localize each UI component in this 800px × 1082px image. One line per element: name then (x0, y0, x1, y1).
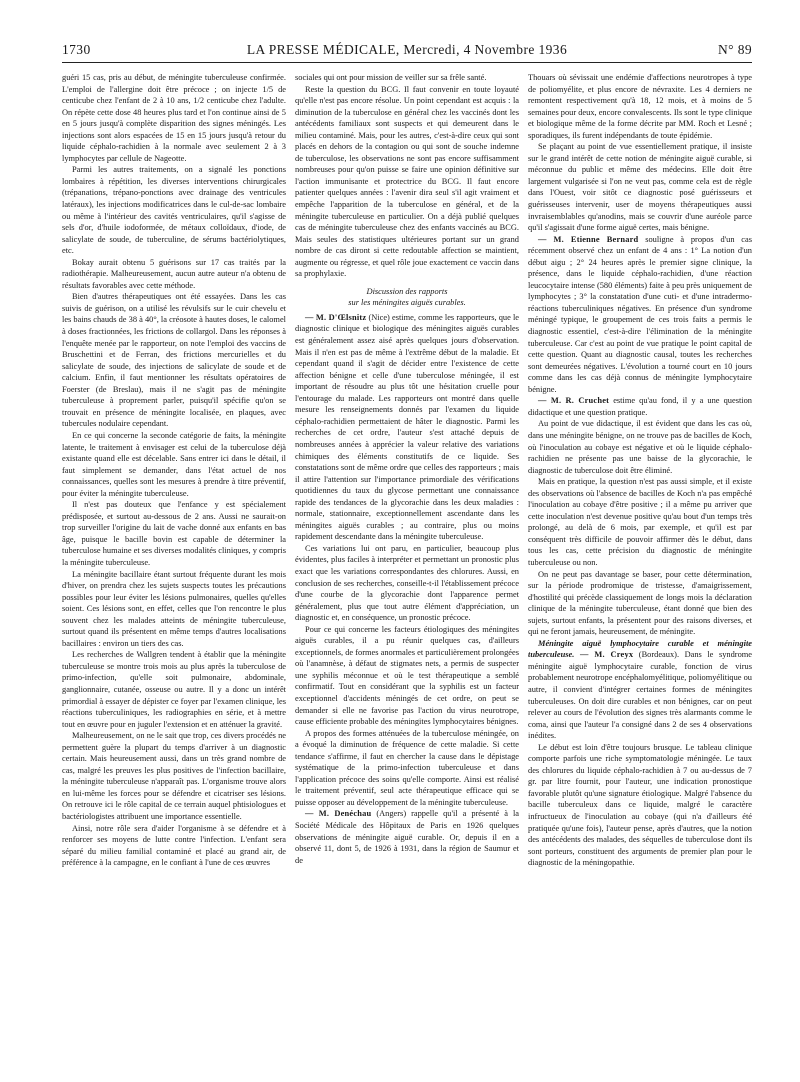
paragraph: Bokay aurait obtenu 5 guérisons sur 17 cas traités par la radiothérapie. Malheureusement, aucun autre auteur n'a obtenu de résultats favorables avec cette méthode. (62, 257, 286, 290)
speaker-name: — M. Denéchau (305, 809, 372, 819)
communication-title: Méningite aiguë lymphocytaire curable et méningite tuberculeuse. (528, 638, 752, 660)
paragraph: A propos des formes atténuées de la tuberculose méningée, on a évoqué la diminution de fréquence de cette maladie. Si cette tendance s'affirme, il faut en chercher la cause dans le dépistage systématique de la primo-infection tuberculeuse et dans l'application précoce des soins qu'elle comporte. Ainsi est réalisé le traitement préventif, seul acte thérapeutique efficace qui se puisse opposer au développement de la méningite tuberculeuse. (295, 728, 519, 807)
paragraph: Il n'est pas douteux que l'enfance y est spécialement prédisposée, et surtout au-dessous de 2 ans. Aussi ne saurait-on trop surveiller l'origine du lait de vache donné aux enfants en bas âge, puisque le bacille bovin est capable de déterminer la tuberculose humaine et ses diverses modalités cliniques, y compris la méningite tuberculeuse. (62, 500, 286, 567)
section-heading (295, 286, 519, 309)
paragraph: Se plaçant au point de vue essentiellement pratique, il insiste sur le grand intérêt de cette notion de méningite aiguë curable, si méconnue du public et même des médecins. Elle doit être largement vulgarisée si l'on ne veut pas, comme cela est de règle dans l'Ouest, voir sitôt ce diagnostic posé guérisseurs et guérisseuses intervenir, user de moyens thérapeutiques aussi invraisemblables qu'anodins, mais se couvrir d'une auréole parce qu'il s'agissait d'une forme aiguë certes, mais bénigne. (528, 142, 752, 233)
speaker-name: — M. Etienne Bernard (538, 234, 639, 244)
paragraph: guéri 15 cas, pris au début, de méningite tuberculeuse confirmée. L'emploi de l'allergine doit être précoce ; on injecte 1/5 de centicube chez l'enfant de 2 à 10 ans, 1/2 centicube chez l'adulte. On répète cette dose 48 heures plus tard et l'on continue ainsi de 5 en 5 jours jusqu'à complète disparition des signes méningés. Les injections sont alors espacées de 15 en 15 jours jusqu'à retour du liquide céphalo-rachidien à la normale avec seulement 2 à 3 lymphocytes par cellule de Nageotte. (62, 73, 286, 163)
paragraph: Ces variations lui ont paru, en particulier, beaucoup plus évidentes, plus faciles à interpréter et permettant un pronostic plus exact que les variations correspondantes des chlorures. Aussi, en conclusion de ses recherches, conseille-t-il l'établissement précoce d'une courbe de la glycorachie dont l'apparence permet généralement, plus que tout autre élément d'appréciation, un diagnostic et, en conséquence, un pronostic précoce. (295, 543, 519, 623)
paragraph (295, 808, 519, 866)
issue-number: N° 89 (717, 42, 752, 57)
paragraph: Thouars où sévissait une endémie d'affections neurotropes à type de poliomyélite, et plus encore de névraxite. Les 4 derniers ne remontent respectivement qu'à 18, 12 mois, et à moins de 5 semaines pour deux, encore convalescents. Ils sont le type clinique et biologique même de la forme décrite par MM. Roch et Lesné ; sporadiques, ils furent indépendants de toute épidémie. (528, 73, 752, 140)
paragraph: Le début est loin d'être toujours brusque. Le tableau clinique comporte parfois une riche symptomatologie méningée. Le taux des chlorures du liquide céphalo-rachidien à 7 ou au-dessus de 7 gr. par litre fournit, pour l'auteur, une indication pronostique favorable plutôt qu'une signature étiologique. Malgré l'absence du bacille tuberculeux dans ce liquide, malgré le caractère infructueux de l'inoculation au cobaye (qui n'a d'ailleurs été pratiquée qu'une fois), l'auteur pense, après d'autres, que la notion des antécédents des malades, des séquelles de tuberculose dont ils sont porteurs, constituent des arguments de premier plan pour le diagnostic de la méningopathie. (528, 742, 752, 868)
paragraph-text: estime qu'au fond, il y a une question didactique et une question pratique. (528, 396, 752, 417)
paragraph: La méningite bacillaire étant surtout fréquente durant les mois d'hiver, on prendra chez les sujets suspects toutes les précautions possibles pour leur éviter les lésions pulmonaires, quelles qu'elles soient. Ces lésions sont, en effet, celles que l'on rencontre le plus souvent chez les malades atteints de méningite tuberculeuse, surtout quand ils présentent en même temps d'autres localisations bacillaires : environ un tiers des cas. (62, 569, 286, 648)
paragraph: Ainsi, notre rôle sera d'aider l'organisme à se défendre et à renforcer ses moyens de lutte contre l'infection. L'enfant sera séparé du milieu familial contaminé et placé au grand air, de préférence à la campagne, en le confiant à l'une de ces œuvres (62, 823, 286, 868)
section-heading-line: sur les méningites aiguës curables. (348, 298, 466, 308)
paragraph (528, 234, 752, 396)
paragraph: Reste la question du BCG. Il faut convenir en toute loyauté qu'elle n'est pas encore résolue. Un point cependant est acquis : la diminution de la tuberculose en général chez les vaccinés dont les antécédents familiaux sont suspects et qui demeurent dans le milieu contaminé. Mais, pour les autres, c'est-à-dire ceux qui sont placés en dehors de la contagion ou qui sont de souche indemne de tuberculose, les observations ne sont pas encore suffisamment nombreuses pour qu'on puisse se faire une opinion définitive sur l'action immunisante et protectrice du BCG. Il faut encore patienter quelques années : l'avenir dira seul s'il agit vraiment et empêche l'apparition de la tuberculose en général, et de la méningite tuberculeuse en particulier. On a déjà publié quelques cas de méningite tuberculeuse chez des enfants vaccinés au BCG. Mais seules des statistiques ultérieures portant sur un grand nombre de cas diront si cette redoutable affection se maintient, augmente ou régresse, et quel rôle joue exactement ce vaccin dans sa prophylaxie. (295, 84, 519, 279)
column-2 (295, 72, 519, 1068)
paragraph-text: (Angers) rappelle qu'il a présenté à la Société Médicale des Hôpitaux de Paris en 1926 quelques observations de méningite aiguë curable. Or, depuis il en a observé 11, dont 5, de 1926 à 1931, dans la région de Saumur et de (295, 809, 519, 865)
column-3 (528, 72, 752, 1068)
section-heading-line: Discussion des rapports (366, 286, 448, 296)
paragraph: sociales qui ont pour mission de veiller sur sa frêle santé. (295, 73, 487, 82)
paragraph: En ce qui concerne la seconde catégorie de faits, la méningite latente, le traitement à envisager est celui de la tuberculose déjà existante quand elle est décelable. Sans entrer ici dans le détail, il faut simplement se demander, dans l'état actuel de nos connaissances, quelles sont les mesures à prendre à titre préventif, pour éviter la méningite tuberculeuse. (62, 430, 286, 498)
paragraph-text: souligne à propos d'un cas récemment observé chez un enfant de 4 ans : 1° La notion d'un début aigu ; 2° 24 heures après le premier signe clinique, la présence, dans le liquide céphalo-rachidien, d'une réaction leucocytaire intense (580 éléments) faite à peu près uniquement de lymphocytes ; 3° la constatation d'une cuti- et d'une intradermo-réactions tuberculiniques négatives. En présence d'un syndrome méningé typique, le groupement de ces trois faits a permis le diagnostic essentiel, c'est-à-dire l'élimination de la méningite tuberculeuse. Car c'est au point de vue pratique le point capital de cette question. Quant au diagnostic causal, toutes les recherches sont demeurées négatives. L'évolution a tourné court en 10 jours comme dans les cas déjà connus de méningite lymphocytaire bénigne. (528, 234, 752, 394)
column-1 (62, 72, 286, 1068)
text-columns (62, 72, 752, 1068)
paragraph: Les recherches de Wallgren tendent à établir que la méningite tuberculeuse se montre trois mois au plus après la tuberculose de primo-infection, qu'elle soit pulmonaire, abdominale, ganglionnaire, cutanée, osseuse ou autre. Il y a donc un intérêt primordial à essayer de dépister ce foyer par l'examen clinique, les réactions tuberculiniques, les radiographies en série, et à mettre tout en œuvre pour en juguler l'extension et en atténuer la gravité. (62, 650, 286, 729)
paragraph: Au point de vue didactique, il est évident que dans les cas où, dans une méningite bénigne, on ne trouve pas de bacilles de Koch, où l'inoculation au cobaye est négative et où le liquide céphalo-rachidien ne présente pas une baisse de la glycorachie, le diagnostic de tuberculose doit être éliminé. (528, 419, 752, 475)
speaker-name: — M. Creyx (574, 650, 634, 660)
page-number: 1730 (62, 42, 91, 57)
paragraph: Malheureusement, on ne le sait que trop, ces divers procédés ne permettent guère la plupart du temps d'arriver à un diagnostic certain. Mais heureusement aussi, dans un très grand nombre de cas, malgré les preuves les plus positives de l'infection bacillaire, la méningite tuberculeuse n'apparaît pas. L'organisme trouve alors en lui-même les forces pour se défendre et cicatriser ses lésions. On retrouve ici le rôle capital de ce terrain auquel phtisiologues et bactériologistes attribuent une importance essentielle. (62, 731, 286, 821)
paragraph-text: (Bordeaux). Dans le syndrome méningite aiguë lymphocytaire curable, fonction de virus probablement neurotrope encéphalomyélitique, poliomyélitique ou autre, il convient d'intégrer certaines formes de méningites tuberculeuses. On doit dire curables et non bénignes, car on peut relever au cours de l'évolution des signes très alarmants comme le coma, ainsi que l'auteur l'a consigné dans 2 de ses 4 observations inédites. (528, 650, 752, 741)
paragraph: Bien d'autres thérapeutiques ont été essayées. Dans les cas suivis de guérison, on a utilisé les révulsifs sur le cuir chevelu et les bains chauds de 38 à 40°, la créosote à hautes doses, le calomel à doses fractionnées, les frictions de collargol. Dans les réponses à l'enquête menée par le rapporteur, on note l'emploi des vaccins de Bruschettini et de Ferran, des frictions mercurielles et du salicylate de soude, des injections de salicylate de soude et de calcium. Enfin, il faut mentionner les résultats opératoires de Foerster (de Breslau), mais il ne s'agit pas de méningite tuberculeuse à proprement parler, puisqu'il spécifie qu'on se trouvait en présence de méningite localisée, en plaques, avec tubercules nodulaire cependant. (62, 292, 286, 429)
paragraph (528, 395, 752, 418)
page-header (62, 42, 752, 64)
paragraph-text: (Nice) estime, comme les rapporteurs, que le diagnostic clinique et biologique des méningites aiguës curables est généralement assez aisé après quelques jours d'observation. Mais il n'en est pas de même à l'extrême début de la maladie. Et cependant quand il s'agit de décider entre l'existence de cette affection bénigne et celle d'une tuberculose méningée, il est important de résoudre au plus tôt une hésitation cruelle pour l'entourage du malade. Les rapporteurs ont montré dans quelle mesure les renseignements donnés par l'examen du liquide céphalo-rachidien permettaient de hâter le diagnostic. Parmi les recherches de cet ordre, l'auteur s'est attaché depuis de nombreuses années à apprécier la valeur relative des variations chimiques des éléments constitutifs de ce liquide. Ses constatations sont de même ordre que celles des rapporteurs ; mais il attire l'attention sur l'importance primordiale des vérifications quotidiennes du taux du glycose permettant une connaissance rapide des tendances de la glycorachie dans les deux maladies : normale, stationnaire, exceptionnellement ascendante dans les méningites aiguës curables ; au contraire, plus ou moins rapidement descendante dans la méningite tuberculeuse. (295, 312, 519, 542)
paragraph (295, 312, 519, 543)
paragraph: Pour ce qui concerne les facteurs étiologiques des méningites aiguës curables, il a pu réunir quelques cas, d'ailleurs exceptionnels, de formes anormales et particulièrement prolongées où l'anamnèse, à défaut de stigmates nets, a permis de suspecter une syphilis méconnue et où le test thérapeutique a semblé confirmatif. Tout en considérant que la syphilis est un facteur exceptionnel d'accidents méningés de cet ordre, on peut se demander si elle ne favorise pas l'action du virus neurotrope, cause efficiente probable des méningites lymphocytaires bénignes. (295, 624, 519, 727)
journal-title-line: LA PRESSE MÉDICALE, Mercredi, 4 Novembre 1936 (246, 42, 568, 57)
header-rule (62, 62, 752, 63)
speaker-name: — M. D'Œlsnitz (305, 312, 367, 322)
speaker-name: — M. R. Cruchet (538, 396, 610, 406)
paragraph (528, 638, 752, 742)
paragraph: On ne peut pas davantage se baser, pour cette détermination, sur la période prodromique de tristesse, d'amaigrissement, d'hostilité qui précède classiquement de longs mois la déclaration clinique de la méningite tuberculeuse, étant donné que bien des sujets, surtout enfants, la présentent pour des raisons diverses, et qui ne feront jamais, heureusement, de méningite. (528, 569, 752, 637)
paragraph: Parmi les autres traitements, on a signalé les ponctions lombaires à répétition, les diverses interventions chirurgicales (trépanations, trépano-ponctions avec drainage des ventricules latéraux), les injections modificatrices dans le cul-de-sac lombaire ou même à l'intérieur des cavités ventriculaires, qu'il s'agisse de sels d'or, d'huile iodoformée, de métaux colloïdaux, d'iode, de salicylate de soude, de tuberculine, de sérums bactériolytiques, etc. (62, 165, 286, 256)
paragraph: Mais en pratique, la question n'est pas aussi simple, et il existe des observations où l'absence de bacilles de Koch n'a pas empêché l'inoculation au cobaye d'être positive ; il a même pu arriver que cette inoculation n'est devenue positive qu'au bout d'un temps très prolongé, au delà de 6 mois, par exemple, et qu'il est par conséquent très difficile de pouvoir affirmer dès le début, dans tous les cas, cette précision du diagnostic de méningite tuberculeuse ou non. (528, 477, 752, 567)
